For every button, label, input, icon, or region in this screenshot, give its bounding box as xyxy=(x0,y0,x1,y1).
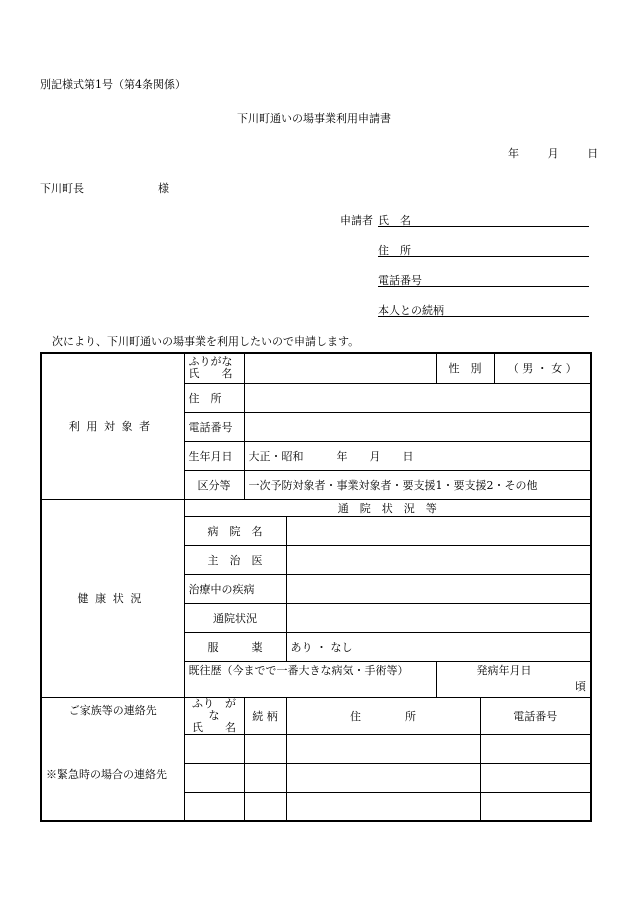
user-phone-label: 電話番号 xyxy=(184,412,244,441)
user-category-value[interactable]: 一次予防対象者・事業対象者・要支援1・要支援2・その他 xyxy=(244,470,591,499)
doctor-label: 主 治 医 xyxy=(184,545,286,574)
family-name-header: ふり がな 氏 名 xyxy=(184,697,244,734)
applicant-address-line[interactable] xyxy=(378,256,589,257)
history-label[interactable]: 既往歴（今までで一番大きな病気・手術等） xyxy=(184,661,436,697)
family-section-label xyxy=(41,697,184,821)
hospital-status-heading: 通 院 状 況 等 xyxy=(184,499,591,516)
applicant-relation-line[interactable] xyxy=(378,316,589,317)
family-relation-input[interactable] xyxy=(244,792,286,821)
applicant-name-line[interactable] xyxy=(378,226,589,227)
medication-label: 服 薬 xyxy=(184,632,286,661)
family-relation-header: 続 柄 xyxy=(244,697,286,734)
family-name-input[interactable] xyxy=(184,763,244,792)
user-birth-value[interactable]: 大正・昭和 年 月 日 xyxy=(244,441,591,470)
applicant-name-label: 氏 名 xyxy=(378,214,411,227)
application-table xyxy=(40,352,592,822)
hospital-name-input[interactable] xyxy=(286,516,591,545)
family-address-input[interactable] xyxy=(286,763,480,792)
visit-status-input[interactable] xyxy=(286,603,591,632)
user-birth-label: 生年月日 xyxy=(184,441,244,470)
medication-value[interactable]: あり ・ なし xyxy=(286,632,591,661)
form-number: 別記様式第1号（第4条関係） xyxy=(40,78,186,91)
family-phone-input[interactable] xyxy=(480,792,591,821)
disease-input[interactable] xyxy=(286,574,591,603)
user-category-label: 区分等 xyxy=(184,470,244,499)
doctor-input[interactable] xyxy=(286,545,591,574)
user-address-input[interactable] xyxy=(244,383,591,412)
user-name-input[interactable] xyxy=(244,353,436,383)
health-section-label: 健康状況 xyxy=(41,499,184,697)
family-phone-input[interactable] xyxy=(480,734,591,763)
disease-label: 治療中の疾病 xyxy=(184,574,286,603)
family-relation-input[interactable] xyxy=(244,763,286,792)
addressee: 下川町長 xyxy=(40,182,84,195)
user-phone-input[interactable] xyxy=(244,412,591,441)
family-relation-input[interactable] xyxy=(244,734,286,763)
family-phone-input[interactable] xyxy=(480,763,591,792)
family-address-header: 住 所 xyxy=(286,697,480,734)
visit-status-label: 通院状況 xyxy=(184,603,286,632)
user-address-label: 住 所 xyxy=(184,383,244,412)
user-sex-options[interactable]: （ 男 ・ 女 ） xyxy=(494,353,591,383)
family-phone-header: 電話番号 xyxy=(480,697,591,734)
applicant-relation-label: 本人との続柄 xyxy=(378,304,444,317)
family-address-input[interactable] xyxy=(286,792,480,821)
family-name-input[interactable] xyxy=(184,792,244,821)
onset-cell[interactable] xyxy=(436,661,591,697)
hospital-name-label: 病 院 名 xyxy=(184,516,286,545)
applicant-label: 申請者 xyxy=(340,214,373,227)
onset-label: 発病年月日 xyxy=(476,663,532,677)
date-line: 年 月 日 xyxy=(508,147,601,160)
addressee-honorific: 様 xyxy=(158,182,169,195)
family-name-input[interactable] xyxy=(184,734,244,763)
applicant-phone-label: 電話番号 xyxy=(378,274,422,287)
user-furigana-name-label: ふりがな 氏 名 xyxy=(184,353,244,383)
emergency-contact-label: ※緊急時の場合の連絡先 xyxy=(46,767,167,781)
user-section-label: 利用対象者 xyxy=(41,353,184,499)
user-sex-label: 性 別 xyxy=(436,353,494,383)
family-contact-label: ご家族等の連絡先 xyxy=(68,703,157,717)
page-title: 下川町通いの場事業利用申請書 xyxy=(237,112,391,125)
family-address-input[interactable] xyxy=(286,734,480,763)
intro-text: 次により、下川町通いの場事業を利用したいので申請します。 xyxy=(52,335,360,348)
applicant-phone-line[interactable] xyxy=(378,286,589,287)
onset-suffix: 頃 xyxy=(575,679,586,693)
applicant-address-label: 住 所 xyxy=(378,244,411,257)
